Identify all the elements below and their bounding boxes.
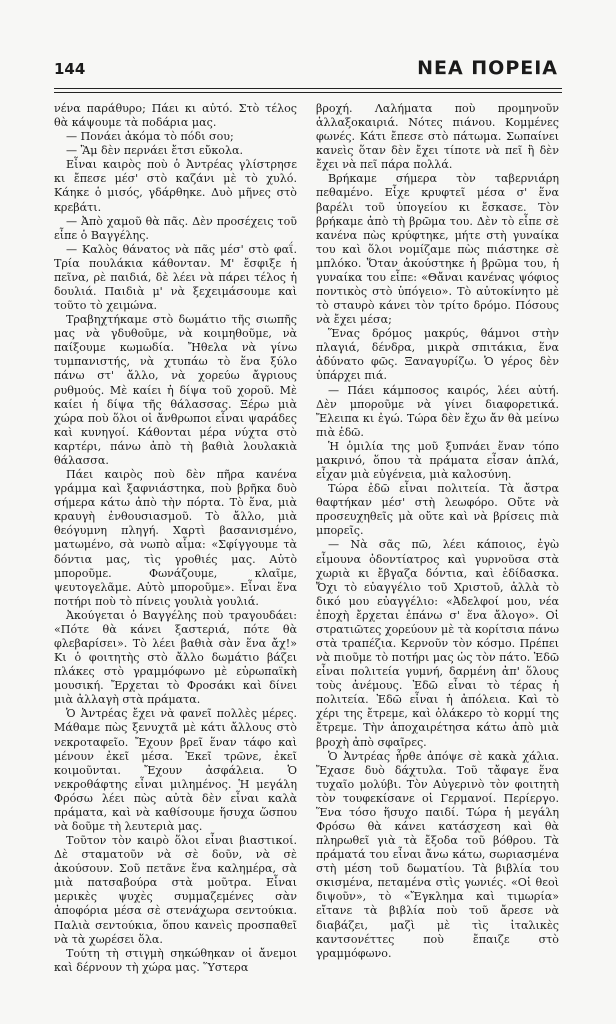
paragraph: Τώρα ἐδῶ εἶναι πολιτεία. Τὰ ἄστρα θαφτήκαν μέσ' στὴ λεωφόρο. Οὔτε νὰ προσευχηθεῖς μὰ οὔτε καὶ νὰ βρίσεις πιὰ μπορεῖς. [316, 482, 559, 538]
paragraph: Εἶναι καιρὸς ποὺ ὁ Ἀντρέας γλίστρησε κι ἔπεσε μέσ' στὸ καζάνι μὲ τὸ χυλό. Κάηκε ὁ μισός, γδάρθηκε. Δυὸ μῆνες στὸ κρεβάτι. [54, 158, 297, 214]
paragraph: βροχή. Λαλήματα ποὺ προμηνοῦν ἀλλαξοκαιριά. Νότες πιάνου. Κομμένες φωνές. Κάτι ἔπεσε στὸ πάτωμα. Σωπαίνει κανεὶς ὅταν δὲν ἔχει τίποτε νὰ πεῖ ἢ δὲν ἔχει νὰ πεῖ πάρα πολλά. [316, 102, 559, 172]
paragraph: νένα παράθυρο; Πάει κι αὐτό. Στὸ τέλος θὰ κάψουμε τὰ ποδάρια μας. [54, 102, 297, 130]
page-number: 144 [54, 60, 86, 78]
paragraph: Ὁ Ἀντρέας ἔχει νὰ φανεῖ πολλὲς μέρες. Μάθαμε πὼς ξενυχτᾶ μὲ κάτι ἄλλους στὸ νεκροταφεῖο. Ἔχουν βρεῖ ἕναν τάφο καὶ μένουν ἐκεῖ μέσα. Ἐκεῖ τρῶνε, ἐκεῖ κοιμοῦνται. Ἔχουν ἀσφάλεια. Ὁ νεκροθάφτης εἶναι μιλημένος. Ἡ μεγάλη Φρόσω λέει πὼς αὐτὰ δὲν εἶναι καλὰ πράματα, καὶ νὰ καθίσουμε ἥσυχα ὥσπου νὰ δοῦμε τὴ λευτεριὰ μας. [54, 707, 297, 833]
paragraph: Τοῦτον τὸν καιρὸ ὅλοι εἶναι βιαστικοί. Δὲ σταματοῦν νὰ σὲ δοῦν, νὰ σὲ ἀκούσουν. Σοῦ πετᾶνε ἕνα καλημέρα, σὰ μιὰ πατσαβούρα στὰ μοῦτρα. Εἶναι μερικὲς ψυχὲς συμμαζεμένες σὰν ἀποφόρια μέσα σὲ στενάχωρα σεντούκια. Παλιὰ σεντούκια, ὅπου κανεὶς προσπαθεῖ νὰ τὰ χωρέσει ὅλα. [54, 834, 297, 946]
paragraph: — Νὰ σᾶς πῶ, λέει κάποιος, ἐγὼ εἶμουνα ὀδοντίατρος καὶ γυρνοῦσα στὰ χωριὰ κι ἔβγαζα δόντια, καὶ ἐδίδασκα. Ὄχι τὸ εὐαγγέλιο τοῦ Χριστοῦ, ἀλλὰ τὸ δικό μου εὐαγγέλιο: «Ἀδελφοί μου, νέα ἐποχὴ ἔρχεται ἐπάνω σ' ἕνα ἄλογο». Οἱ στρατιῶτες χορεύουν μὲ τὰ κορίτσια πάνω στὰ τραπέζια. Κερνοῦν τὸν κόσμο. Πρέπει νὰ πιοῦμε τὸ ποτήρι μας ὡς τὸν πάτο. Ἐδῶ εἶναι πολιτεία γυμνή, δαρμένη ἀπ' ὅλους τοὺς ἀνέμους. Ἐδῶ εἶναι τὸ τέρας ἡ πολιτεία. Ἐδῶ εἶναι ἡ ἀπόλεια. Καὶ τὸ χέρι της ἔτρεμε, καὶ ὀλάκερο τὸ κορμί της ἔτρεμε. Τὴν ἀποχαιρέτησα κάτω ἀπὸ μιὰ βροχὴ ἀπὸ σφαῖρες. [316, 538, 559, 749]
paragraph: — Ἂμ δὲν περνάει ἔτσι εὔκολα. [66, 144, 244, 158]
running-head: ΝΕΑ ΠΟΡΕΙΑ [417, 57, 558, 79]
paragraph: — Καλὸς θάνατος νὰ πᾶς μέσ' στὸ φαΐ. Τρία πουλάκια κάθονταν. Μ' ἔσφιξε ἡ πεῖνα, ρὲ παιδιά, δὲ λέει νὰ πάρει τέλος ἡ δουλιά. Παιδιὰ μ' νὰ ξεχειμάσουμε καὶ τοῦτο τὸ χειμώνα. [54, 242, 297, 313]
paragraph: Ἕνας δρόμος μακρύς, θάμνοι στὴν πλαγιά, δένδρα, μικρὰ σπιτάκια, ἕνα ἀδύνατο φῶς. Ξαναγυρίζω. Ὁ γέρος δὲν ὑπάρχει πιά. [316, 327, 559, 383]
header-rule-thin [54, 92, 562, 93]
paragraph: — Πάει κάμποσος καιρός, λέει αὐτή. Δὲν μποροῦμε νὰ γίνει διαφορετικά. Ἔλειπα κι ἐγώ. Τώρα δὲν ἔχω ἄν θὰ μείνω πιὰ ἐδῶ. [316, 383, 559, 439]
paragraph: — Πονάει ἀκόμα τὸ πόδι σου; [66, 130, 234, 144]
paragraph: Ἀκούγεται ὁ Βαγγέλης ποὺ τραγουδάει: «Πότε θὰ κάνει ξαστεριά, πότε θὰ φλεβαρίσει». Τὸ λέει βαθιὰ σὰν ἕνα ἄχ!» Κι ὁ φοιτητὴς στὸ ἄλλο δωμάτιο βάζει πλάκες στὸ γραμμόφωνο μὲ εὐρωπαϊκὴ μουσική. Ἔρχεται τὸ Φροσάκι καὶ δίνει μιὰ ἀλλαγὴ στὰ πράματα. [54, 608, 297, 707]
paragraph: Ἡ ὁμιλία της μοῦ ξυπνάει ἕναν τόπο μακρινό, ὅπου τὰ πράματα εἶσαν ἁπλά, εἶχαν μιὰ εὐγένεια, μιὰ καλοσύνη. [316, 439, 559, 482]
paragraph: Ὁ Ἀντρέας ἦρθε ἀπόψε σὲ κακὰ χάλια. Ἔχασε δυὸ δάχτυλα. Τοῦ τἄφαγε ἕνα τυχαῖο μολύβι. Τὸν Αὐγερινὸ τὸν φοιτητὴ τὸν τουφεκίσανε οἱ Γερμανοί. Περίεργο. Ἕνα τόσο ἥσυχο παιδί. Τώρα ἡ μεγάλη Φρόσω θὰ κάνει κατάσχεση καὶ θὰ πληρωθεῖ γιὰ τὰ ἔξοδα τοῦ βόθρου. Τὰ πράματά του εἶναι ἄνω κάτω, σωριασμένα στὴ μέση τοῦ δωματίου. Τὰ βιβλία του σκισμένα, πεταμένα στὶς γωνιές. «Οἱ θεοὶ διψοῦν», τὸ «Ἔγκλημα καὶ τιμωρία» εἴτανε τὰ βιβλία ποὺ τοῦ ἄρεσε νὰ διαβάζει, μαζὶ μὲ τὶς ἰταλικὲς καντσονέττες ποὺ ἔπαιζε στὸ γραμμόφωνο. [316, 749, 559, 960]
paragraph: Βρήκαμε σήμερα τὸν ταβερνιάρη πεθαμένο. Εἶχε κρυφτεῖ μέσα σ' ἕνα βαρέλι τοῦ ὑπογείου κι ἔσκασε. Τὸν βρήκαμε ἀπὸ τὴ βρῶμα του. Δὲν τὸ εἶπε σὲ κανένα πὼς κρύφτηκε, μήτε στὴ γυναίκα του καὶ ὅλοι νομίζαμε πὼς πιάστηκε σὲ μπλόκο. Ὅταν ἀκούστηκε ἡ βρῶμα του, ἡ γυναίκα του εἶπε: «Θἄναι κανένας ψόφιος ποντικὸς στὸ ὑπόγειο». Τὸ αὐτοκίνητο μὲ τὸ σταυρὸ κάνει τὸν τρίτο δρόμο. Πόσους νὰ ἔχει μέσα; [316, 172, 559, 327]
header-rule [54, 88, 562, 89]
paragraph: Τραβηχτήκαμε στὸ δωμάτιο τῆς σιωπῆς μας νὰ γδυθοῦμε, νὰ κοιμηθοῦμε, νὰ παίξουμε κωμωδία. Ἤθελα νὰ γίνω τυμπανιστής, νὰ χτυπάω τὸ ἕνα ξύλο πάνω στ' ἄλλο, νὰ χορεύω ἄγριους ρυθμούς. Μὲ καίει ἡ δίψα τοῦ χοροῦ. Μὲ καίει ἡ δίψα τῆς θάλασσας. Ξέρω μιὰ χώρα ποὺ ὅλοι οἱ ἄνθρωποι εἶναι ψαράδες καὶ κυνηγοί. Κάθονται μέρα νύχτα στὸ καρτέρι, πάνω ἀπὸ τὴ βαθιὰ λουλακιὰ θάλασσα. [54, 313, 297, 467]
paragraph: — Ἀπὸ χαμοῦ θὰ πᾶς. Δὲν προσέχεις τοῦ εἶπε ὁ Βαγγέλης. [54, 214, 297, 242]
right-column [316, 102, 559, 961]
paragraph: Πάει καιρὸς ποὺ δὲν πῆρα κανένα γράμμα καὶ ξαφνιάστηκα, ποὺ βρῆκα δυὸ σήμερα κάτω ἀπὸ τὴν πόρτα. Τὸ ἕνα, μιὰ κραυγὴ ἐνθουσιασμοῦ. Τὸ ἄλλο, μιὰ θεόγυμνη πληγή. Χαρτὶ βασανισμένο, ματωμένο, σὰ νωπὸ αἷμα: «Σφίγγουμε τὰ δόντια μας, τὶς γροθιές μας. Αὐτὸ μποροῦμε. Φωνάζουμε, κλαῖμε, ψευτογελᾶμε. Αὐτὸ μποροῦμε». Εἶναι ἕνα ποτήρι ποὺ τὸ πίνεις γουλιὰ γουλιά. [54, 468, 297, 608]
left-column [54, 102, 297, 975]
paragraph: Τούτη τὴ στιγμὴ σηκώθηκαν οἱ ἄνεμοι καὶ δέρνουν τὴ χώρα μας. Ὕστερα [54, 946, 297, 974]
